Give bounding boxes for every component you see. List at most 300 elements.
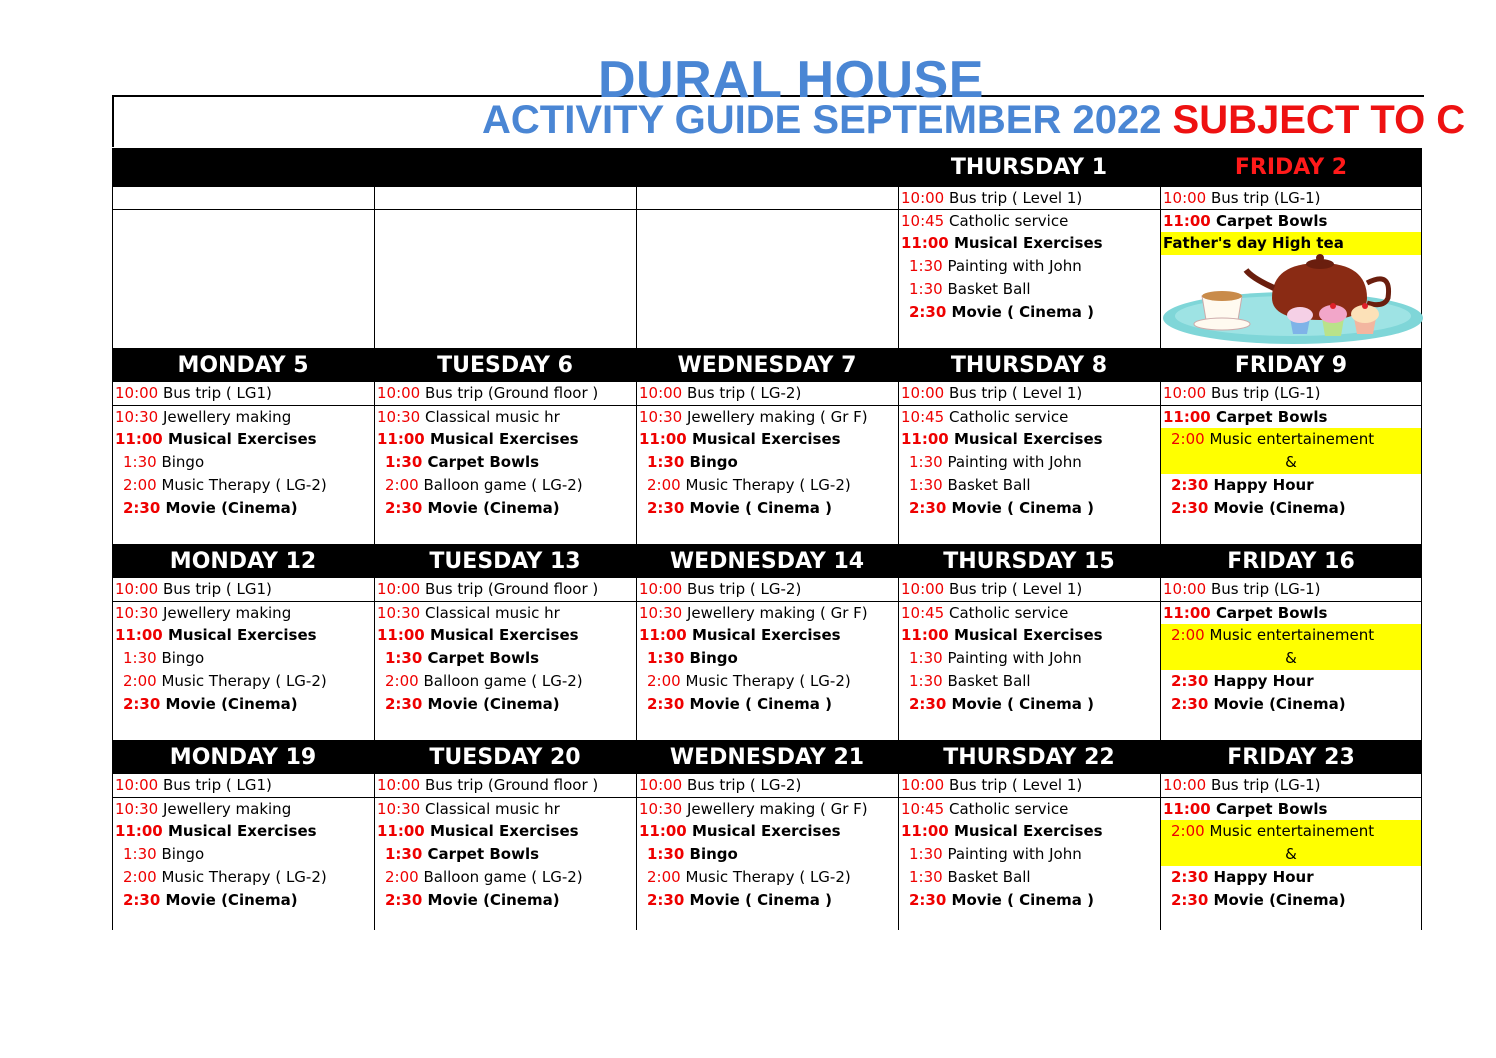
empty-cell: [637, 209, 898, 232]
day-header: FRIDAY 23: [1227, 745, 1355, 770]
activity-time: 1:30: [647, 649, 685, 667]
day-header: TUESDAY 13: [429, 549, 581, 574]
activity-row: [113, 382, 374, 405]
activity-row: [637, 601, 898, 624]
activity-name: Happy Hour: [1208, 476, 1314, 494]
activity-name: Basket Ball: [942, 672, 1031, 690]
activity-name: Classical music hr: [420, 408, 560, 426]
activity-time: 11:00: [901, 430, 949, 448]
activity-row: [899, 278, 1160, 301]
activity-name: Carpet Bowls: [422, 845, 540, 863]
activity-time: 10:00: [639, 776, 683, 794]
activity-name: Jewellery making ( Gr F): [682, 800, 868, 818]
activity-time: 2:00: [385, 672, 419, 690]
activity-time: 10:00: [377, 384, 421, 402]
activity-row: [637, 578, 898, 601]
activity-name: Bingo: [156, 845, 205, 863]
page-subtitle: [482, 98, 1465, 142]
day-header: MONDAY 12: [169, 549, 317, 574]
activity-time: 10:00: [639, 384, 683, 402]
activity-row: [113, 670, 374, 693]
activity-row: [375, 578, 636, 601]
activity-row: [113, 774, 374, 797]
activity-name: Bingo: [156, 453, 205, 471]
activity-row: [113, 889, 374, 912]
activity-row: [637, 693, 898, 716]
activity-row: [637, 497, 898, 520]
activity-name: Musical Exercises: [948, 626, 1103, 644]
activity-name: Bus trip ( Level 1): [944, 189, 1083, 207]
day-header: FRIDAY 9: [1234, 353, 1348, 378]
activity-time: 10:00: [901, 189, 945, 207]
activity-row: [899, 889, 1160, 912]
page-title: DURAL HOUSE: [598, 51, 984, 109]
activity-row: [899, 647, 1160, 670]
activity-name: Carpet Bowls: [1210, 604, 1328, 622]
activity-time: 2:30: [1171, 672, 1209, 690]
activity-row: [899, 843, 1160, 866]
activity-row: [375, 624, 636, 647]
activity-row: [1161, 693, 1421, 716]
activity-time: 10:00: [901, 776, 945, 794]
activity-row: [899, 624, 1160, 647]
activity-name: Musical Exercises: [686, 430, 841, 448]
activity-time: 1:30: [385, 649, 423, 667]
activity-row: [375, 474, 636, 497]
activity-name: Basket Ball: [942, 476, 1031, 494]
activity-name: Movie ( Cinema ): [946, 695, 1094, 713]
activity-time: 2:00: [1171, 822, 1205, 840]
activity-time: 2:30: [123, 499, 161, 517]
day-column: [636, 382, 898, 544]
activity-name: Bus trip (LG-1): [1206, 384, 1321, 402]
activity-name: Jewellery making ( Gr F): [682, 408, 868, 426]
empty-cell: [375, 209, 636, 232]
activity-row: [375, 428, 636, 451]
activity-row: [1161, 624, 1421, 647]
activity-row: [375, 797, 636, 820]
activity-row: [113, 693, 374, 716]
activity-row: [899, 670, 1160, 693]
activity-name: Music entertainement: [1204, 430, 1375, 448]
activity-time: 10:30: [115, 408, 159, 426]
activity-time: 10:00: [115, 384, 159, 402]
activity-time: 10:30: [639, 800, 683, 818]
activity-row: [637, 820, 898, 843]
activity-name: Music Therapy ( LG-2): [156, 476, 327, 494]
activity-name: Jewellery making: [158, 604, 292, 622]
activity-time: 10:30: [377, 408, 421, 426]
activity-row: [1161, 670, 1421, 693]
activity-row: [637, 405, 898, 428]
activity-name: Musical Exercises: [424, 626, 579, 644]
activity-row: [113, 428, 374, 451]
activity-row: [899, 474, 1160, 497]
activity-time: 10:45: [901, 212, 945, 230]
activity-time: 11:00: [377, 822, 425, 840]
activity-time: 1:30: [909, 280, 943, 298]
day-column: [1160, 578, 1422, 740]
activity-time: 10:00: [901, 384, 945, 402]
activity-name: Bus trip (LG-1): [1206, 189, 1321, 207]
day-column: [898, 186, 1160, 348]
week-2: [112, 348, 1422, 544]
activity-time: 10:00: [115, 776, 159, 794]
empty-cell: [113, 186, 374, 209]
activity-row: [899, 255, 1160, 278]
day-header: THURSDAY 1: [950, 155, 1108, 180]
activity-row: [113, 624, 374, 647]
activity-name: Bus trip (Ground floor ): [420, 384, 599, 402]
day-column: [898, 382, 1160, 544]
activity-name: Movie ( Cinema ): [946, 303, 1094, 321]
activity-name: Movie (Cinema): [422, 695, 560, 713]
activity-name: Bus trip ( LG-2): [682, 580, 802, 598]
activity-name: Jewellery making: [158, 408, 292, 426]
activity-name: Basket Ball: [942, 868, 1031, 886]
activity-row: [637, 774, 898, 797]
activity-row: [375, 693, 636, 716]
activity-time: 2:30: [385, 891, 423, 909]
activity-time: 1:30: [385, 453, 423, 471]
activity-row: [899, 382, 1160, 405]
activity-row: [899, 451, 1160, 474]
activity-time: 10:30: [115, 604, 159, 622]
activity-time: 10:00: [115, 580, 159, 598]
day-column: [112, 774, 374, 930]
activity-time: 10:45: [901, 408, 945, 426]
day-header: TUESDAY 20: [429, 745, 581, 770]
activity-name: Carpet Bowls: [422, 649, 540, 667]
day-column: [112, 186, 374, 348]
activity-name: Bus trip ( LG1): [158, 384, 272, 402]
activity-row: [637, 647, 898, 670]
activity-name: Bus trip ( Level 1): [944, 776, 1083, 794]
activity-row: [1161, 820, 1421, 843]
activity-name: Bus trip ( Level 1): [944, 384, 1083, 402]
day-column: [636, 578, 898, 740]
day-column: [374, 578, 636, 740]
activity-row: [637, 428, 898, 451]
activity-name: Movie (Cinema): [160, 499, 298, 517]
day-column: [898, 774, 1160, 930]
activity-name: Happy Hour: [1208, 672, 1314, 690]
activity-name: Bus trip ( LG-2): [682, 384, 802, 402]
activity-time: 1:30: [385, 845, 423, 863]
activity-row: [375, 601, 636, 624]
day-column: [1160, 774, 1422, 930]
activity-row: [637, 382, 898, 405]
activity-time: 11:00: [901, 822, 949, 840]
activity-name: Father's day High tea: [1163, 234, 1344, 252]
activity-name: Basket Ball: [942, 280, 1031, 298]
activity-time: 2:00: [1171, 626, 1205, 644]
activity-name: Music Therapy ( LG-2): [156, 868, 327, 886]
day-column: [374, 382, 636, 544]
activity-name: Jewellery making ( Gr F): [682, 604, 868, 622]
activity-time: 10:45: [901, 800, 945, 818]
activity-name: Painting with John: [942, 453, 1082, 471]
activity-row: [1161, 866, 1421, 889]
day-header: THURSDAY 15: [943, 549, 1115, 574]
activity-name: Balloon game ( LG-2): [418, 868, 583, 886]
activity-row: [1161, 382, 1421, 405]
activity-time: 2:30: [123, 695, 161, 713]
activity-row: [375, 647, 636, 670]
activity-time: 2:00: [123, 672, 157, 690]
activity-name: Carpet Bowls: [422, 453, 540, 471]
activity-time: 10:00: [377, 580, 421, 598]
activity-name: Carpet Bowls: [1210, 212, 1328, 230]
activity-name: Bingo: [156, 649, 205, 667]
day-header: WEDNESDAY 14: [669, 549, 865, 574]
day-column: [374, 774, 636, 930]
activity-time: 2:30: [909, 303, 947, 321]
activity-row: [899, 232, 1160, 255]
empty-cell: [375, 186, 636, 209]
activity-name: Movie (Cinema): [1208, 499, 1346, 517]
activity-time: 10:00: [1163, 776, 1207, 794]
activity-time: 2:30: [385, 695, 423, 713]
activity-row: [1161, 843, 1421, 866]
activity-time: 2:30: [1171, 476, 1209, 494]
activity-time: 2:30: [647, 891, 685, 909]
activity-name: Painting with John: [942, 649, 1082, 667]
week-header: [112, 148, 1422, 186]
week-header: [112, 348, 1422, 382]
activity-name: Catholic service: [944, 408, 1069, 426]
activity-time: 11:00: [115, 822, 163, 840]
activity-row: [899, 497, 1160, 520]
activity-row: [899, 820, 1160, 843]
activity-time: 11:00: [901, 234, 949, 252]
activity-name: &: [1285, 845, 1297, 863]
activity-name: Classical music hr: [420, 604, 560, 622]
activity-row: [1161, 428, 1421, 451]
activity-row: [1161, 209, 1421, 232]
activity-row: [1161, 578, 1421, 601]
activity-time: 1:30: [909, 845, 943, 863]
activity-time: 2:30: [909, 695, 947, 713]
activity-row: [899, 428, 1160, 451]
activity-time: 2:30: [909, 499, 947, 517]
empty-cell: [637, 186, 898, 209]
subtitle-red: SUBJECT TO C: [1172, 98, 1466, 142]
activity-name: Bus trip (Ground floor ): [420, 776, 599, 794]
activity-name: Bingo: [684, 453, 738, 471]
activity-name: Musical Exercises: [948, 430, 1103, 448]
activity-name: Catholic service: [944, 800, 1069, 818]
activity-time: 11:00: [1163, 604, 1211, 622]
activity-row: [1161, 474, 1421, 497]
activity-name: Bingo: [684, 845, 738, 863]
activity-name: Catholic service: [944, 212, 1069, 230]
activity-row: [113, 497, 374, 520]
activity-time: 10:00: [1163, 189, 1207, 207]
activity-time: 1:30: [909, 649, 943, 667]
activity-time: 11:00: [1163, 800, 1211, 818]
activity-name: Musical Exercises: [424, 430, 579, 448]
activity-name: Musical Exercises: [686, 822, 841, 840]
activity-row: [899, 601, 1160, 624]
activity-time: 11:00: [639, 626, 687, 644]
activity-row: [637, 670, 898, 693]
day-header: FRIDAY 2: [1234, 155, 1348, 180]
day-column: [636, 774, 898, 930]
activity-row: [1161, 647, 1421, 670]
activity-name: Music Therapy ( LG-2): [156, 672, 327, 690]
activity-row: [113, 601, 374, 624]
activity-row: [113, 578, 374, 601]
activity-row: [1161, 497, 1421, 520]
activity-row: [375, 866, 636, 889]
activity-name: Movie ( Cinema ): [684, 891, 832, 909]
activity-name: Carpet Bowls: [1210, 408, 1328, 426]
activity-name: Music entertainement: [1204, 626, 1375, 644]
activity-name: Bus trip (Ground floor ): [420, 580, 599, 598]
activity-time: 2:00: [385, 868, 419, 886]
activity-time: 2:00: [385, 476, 419, 494]
activity-time: 11:00: [1163, 408, 1211, 426]
activity-time: 10:00: [639, 580, 683, 598]
activity-name: &: [1285, 453, 1297, 471]
activity-time: 1:30: [909, 453, 943, 471]
activity-time: 2:30: [647, 695, 685, 713]
activity-time: 1:30: [123, 649, 157, 667]
activity-row: [375, 774, 636, 797]
activity-name: Classical music hr: [420, 800, 560, 818]
teapot-cupcakes-image: [1162, 258, 1424, 346]
activity-time: 10:30: [377, 604, 421, 622]
day-column: [898, 578, 1160, 740]
activity-name: Movie ( Cinema ): [946, 499, 1094, 517]
activity-time: 10:45: [901, 604, 945, 622]
activity-time: 2:30: [123, 891, 161, 909]
activity-name: Movie (Cinema): [422, 499, 560, 517]
activity-row: [375, 497, 636, 520]
activity-row: [113, 647, 374, 670]
activity-time: 2:30: [1171, 868, 1209, 886]
activity-name: Music Therapy ( LG-2): [680, 672, 851, 690]
activity-time: 10:30: [639, 604, 683, 622]
activity-name: Balloon game ( LG-2): [418, 672, 583, 690]
week-4: [112, 740, 1422, 930]
activity-name: Movie (Cinema): [1208, 695, 1346, 713]
activity-row: [899, 405, 1160, 428]
activity-time: 10:30: [377, 800, 421, 818]
activity-row: [899, 578, 1160, 601]
activity-time: 2:00: [647, 868, 681, 886]
activity-time: 2:00: [1171, 430, 1205, 448]
activity-time: 11:00: [115, 626, 163, 644]
activity-time: 2:00: [647, 476, 681, 494]
activity-name: Painting with John: [942, 257, 1082, 275]
activity-name: Bus trip ( Level 1): [944, 580, 1083, 598]
activity-time: 1:30: [123, 453, 157, 471]
activity-name: Music Therapy ( LG-2): [680, 868, 851, 886]
activity-row: [375, 670, 636, 693]
activity-name: Movie (Cinema): [160, 695, 298, 713]
activity-row: [899, 186, 1160, 209]
activity-row: [899, 209, 1160, 232]
activity-row: [1161, 797, 1421, 820]
activity-row: [899, 866, 1160, 889]
activity-name: Bus trip ( LG-2): [682, 776, 802, 794]
day-column: [636, 186, 898, 348]
day-header: WEDNESDAY 21: [669, 745, 865, 770]
activity-time: 11:00: [639, 430, 687, 448]
activity-row: [1161, 451, 1421, 474]
activity-name: Carpet Bowls: [1210, 800, 1328, 818]
day-column: [1160, 382, 1422, 544]
activity-row: [637, 451, 898, 474]
activity-row: [637, 843, 898, 866]
week-header: [112, 544, 1422, 578]
activity-name: Music entertainement: [1204, 822, 1375, 840]
activity-time: 1:30: [909, 257, 943, 275]
activity-row: [1161, 601, 1421, 624]
activity-name: Musical Exercises: [948, 234, 1103, 252]
activity-name: Musical Exercises: [162, 626, 317, 644]
activity-row: [1161, 405, 1421, 428]
activity-name: Bus trip ( LG1): [158, 776, 272, 794]
activity-row: [375, 382, 636, 405]
activity-name: Movie (Cinema): [422, 891, 560, 909]
activity-name: Jewellery making: [158, 800, 292, 818]
activity-time: 1:30: [909, 868, 943, 886]
subtitle-blue: ACTIVITY GUIDE SEPTEMBER 2022: [482, 98, 1173, 142]
activity-time: 2:00: [647, 672, 681, 690]
activity-row: [899, 693, 1160, 716]
activity-name: Movie (Cinema): [1208, 891, 1346, 909]
activity-time: 2:30: [1171, 891, 1209, 909]
activity-time: 11:00: [1163, 212, 1211, 230]
activity-row: [375, 843, 636, 866]
activity-row: [637, 797, 898, 820]
activity-time: 1:30: [647, 453, 685, 471]
activity-time: 2:30: [1171, 695, 1209, 713]
activity-time: 10:30: [639, 408, 683, 426]
activity-name: Movie ( Cinema ): [684, 695, 832, 713]
activity-name: Musical Exercises: [686, 626, 841, 644]
activity-time: 1:30: [909, 672, 943, 690]
empty-cell: [113, 209, 374, 232]
activity-time: 11:00: [377, 626, 425, 644]
activity-name: &: [1285, 649, 1297, 667]
activity-time: 1:30: [123, 845, 157, 863]
activity-time: 11:00: [901, 626, 949, 644]
day-column: [112, 578, 374, 740]
day-header: THURSDAY 22: [943, 745, 1115, 770]
activity-row: [1161, 186, 1421, 209]
activity-row: [1161, 774, 1421, 797]
activity-time: 10:00: [377, 776, 421, 794]
activity-name: Catholic service: [944, 604, 1069, 622]
activity-time: 11:00: [115, 430, 163, 448]
activity-row: [1161, 889, 1421, 912]
activity-time: 2:30: [1171, 499, 1209, 517]
activity-row: [113, 843, 374, 866]
activity-row: [637, 624, 898, 647]
activity-row: [113, 451, 374, 474]
activity-time: 2:00: [123, 476, 157, 494]
activity-row: [375, 889, 636, 912]
activity-name: Happy Hour: [1208, 868, 1314, 886]
activity-row: [899, 301, 1160, 324]
day-header: MONDAY 5: [177, 353, 309, 378]
activity-name: Painting with John: [942, 845, 1082, 863]
day-header: TUESDAY 6: [437, 353, 573, 378]
